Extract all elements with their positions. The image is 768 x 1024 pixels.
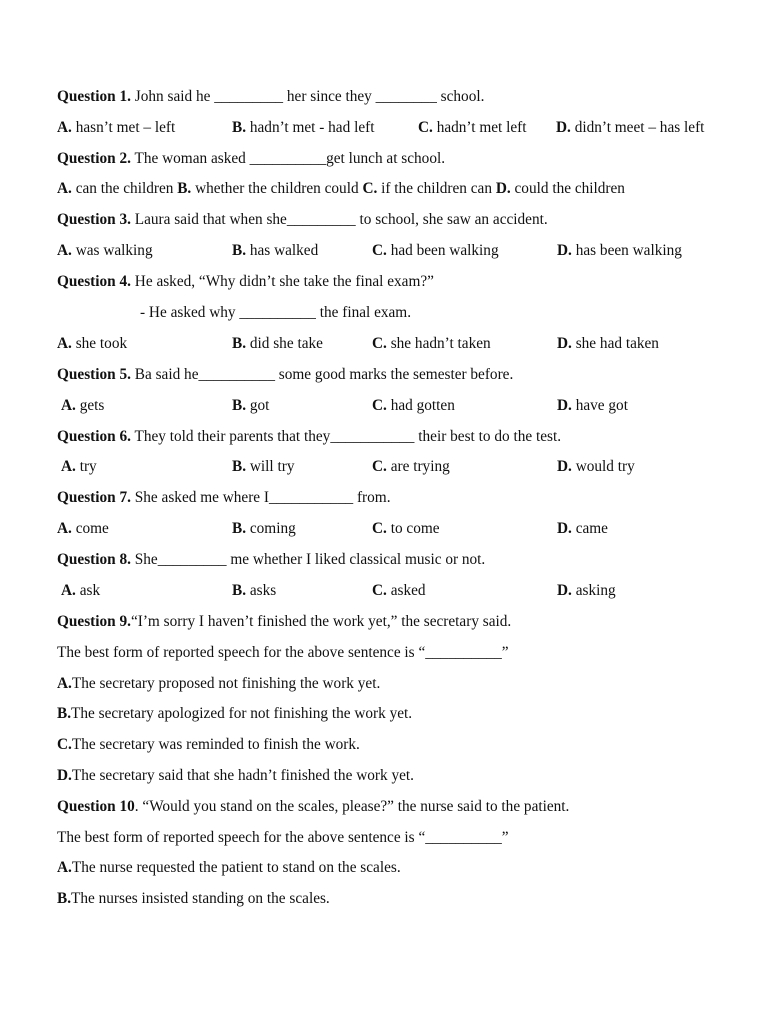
option-b: B.The nurses insisted standing on the scales. xyxy=(57,890,330,907)
question-4-rewrite: - He asked why __________ the final exam. xyxy=(140,304,412,321)
option-a-letter: A. xyxy=(57,180,72,197)
question-6-options xyxy=(61,456,751,478)
question-1 xyxy=(57,86,484,108)
option-c-letter: C. xyxy=(362,180,378,197)
question-4-options xyxy=(57,333,747,355)
option-d: D. didn’t meet – has left xyxy=(556,119,705,136)
option-c: C. had been walking xyxy=(372,242,499,259)
option-c: C. asked xyxy=(372,582,426,599)
question-stem: John said he _________ her since they ________ school. xyxy=(130,88,485,105)
option-d: D. asking xyxy=(557,582,616,599)
question-7-options xyxy=(57,518,747,540)
question-label: Question 3. xyxy=(57,211,131,228)
option-a: A. ask xyxy=(61,582,101,599)
question-9-prompt: The best form of reported speech for the above sentence is “__________” xyxy=(57,644,509,661)
option-b: B. has walked xyxy=(232,242,319,259)
option-b: B. asks xyxy=(232,582,277,599)
option-c: C. to come xyxy=(372,520,440,537)
option-c: C. had gotten xyxy=(372,397,455,414)
option-d: could the children xyxy=(510,180,625,197)
option-a: A. hasn’t met – left xyxy=(57,119,176,136)
question-label: Question 2. xyxy=(57,150,131,167)
option-d: D.The secretary said that she hadn’t finished the work yet. xyxy=(57,767,414,784)
question-label: Question 9. xyxy=(57,613,131,630)
option-b: B. hadn’t met - had left xyxy=(232,119,375,136)
question-label: Question 7. xyxy=(57,489,131,506)
option-a: A. was walking xyxy=(57,242,153,259)
option-b-letter: B. xyxy=(177,180,192,197)
option-a: A. try xyxy=(61,458,97,475)
question-stem: They told their parents that they___________ their best to do the test. xyxy=(130,428,562,445)
question-label: Question 4. xyxy=(57,273,131,290)
option-c: C. she hadn’t taken xyxy=(372,335,491,352)
question-2 xyxy=(57,148,445,170)
option-a: A. come xyxy=(57,520,109,537)
option-d: D. would try xyxy=(557,458,635,475)
question-label: Question 8. xyxy=(57,551,131,568)
question-stem: She asked me where I___________ from. xyxy=(130,489,391,506)
question-stem: He asked, “Why didn’t she take the final exam?” xyxy=(130,273,434,290)
question-4 xyxy=(57,271,434,293)
option-a: can the children xyxy=(71,180,178,197)
question-6 xyxy=(57,426,561,448)
option-b: B.The secretary apologized for not finishing the work yet. xyxy=(57,705,413,722)
option-d: D. came xyxy=(557,520,608,537)
option-c: if the children can xyxy=(377,180,496,197)
question-label: Question 1. xyxy=(57,88,131,105)
question-1-options xyxy=(57,117,747,139)
question-5-options xyxy=(61,395,751,417)
question-10-prompt: The best form of reported speech for the above sentence is “__________” xyxy=(57,829,509,846)
option-a: A. gets xyxy=(61,397,105,414)
question-8-options xyxy=(61,580,751,602)
option-a: A.The secretary proposed not finishing the work yet. xyxy=(57,675,381,692)
question-10 xyxy=(57,796,569,818)
question-stem: The woman asked __________get lunch at school. xyxy=(130,150,446,167)
option-c: C. are trying xyxy=(372,458,450,475)
question-stem: “I’m sorry I haven’t finished the work yet,” the secretary said. xyxy=(130,613,512,630)
option-d: D. has been walking xyxy=(557,242,682,259)
option-a: A.The nurse requested the patient to stand on the scales. xyxy=(57,859,401,876)
question-label: Question 6. xyxy=(57,428,131,445)
option-a: A. she took xyxy=(57,335,128,352)
option-d-letter: D. xyxy=(495,180,511,197)
question-label: Question 10 xyxy=(57,798,135,815)
question-label: Question 5. xyxy=(57,366,131,383)
question-7 xyxy=(57,487,391,509)
question-stem: Laura said that when she_________ to school, she saw an accident. xyxy=(130,211,548,228)
option-b: B. got xyxy=(232,397,270,414)
option-c: C. hadn’t met left xyxy=(418,119,527,136)
question-5 xyxy=(57,364,513,386)
question-stem: Ba said he__________ some good marks the semester before. xyxy=(130,366,514,383)
question-9 xyxy=(57,611,511,633)
question-3-options xyxy=(57,240,747,262)
option-d: D. she had taken xyxy=(557,335,659,352)
question-stem: She_________ me whether I liked classical music or not. xyxy=(130,551,486,568)
question-8 xyxy=(57,549,485,571)
option-b: B. will try xyxy=(232,458,295,475)
question-3 xyxy=(57,209,548,231)
option-b: whether the children could xyxy=(191,180,363,197)
question-stem: . “Would you stand on the scales, please?” the nurse said to the patient. xyxy=(134,798,570,815)
question-2-options xyxy=(57,178,625,200)
option-d: D. have got xyxy=(557,397,628,414)
option-c: C.The secretary was reminded to finish the work. xyxy=(57,736,360,753)
option-b: B. coming xyxy=(232,520,296,537)
option-b: B. did she take xyxy=(232,335,323,352)
